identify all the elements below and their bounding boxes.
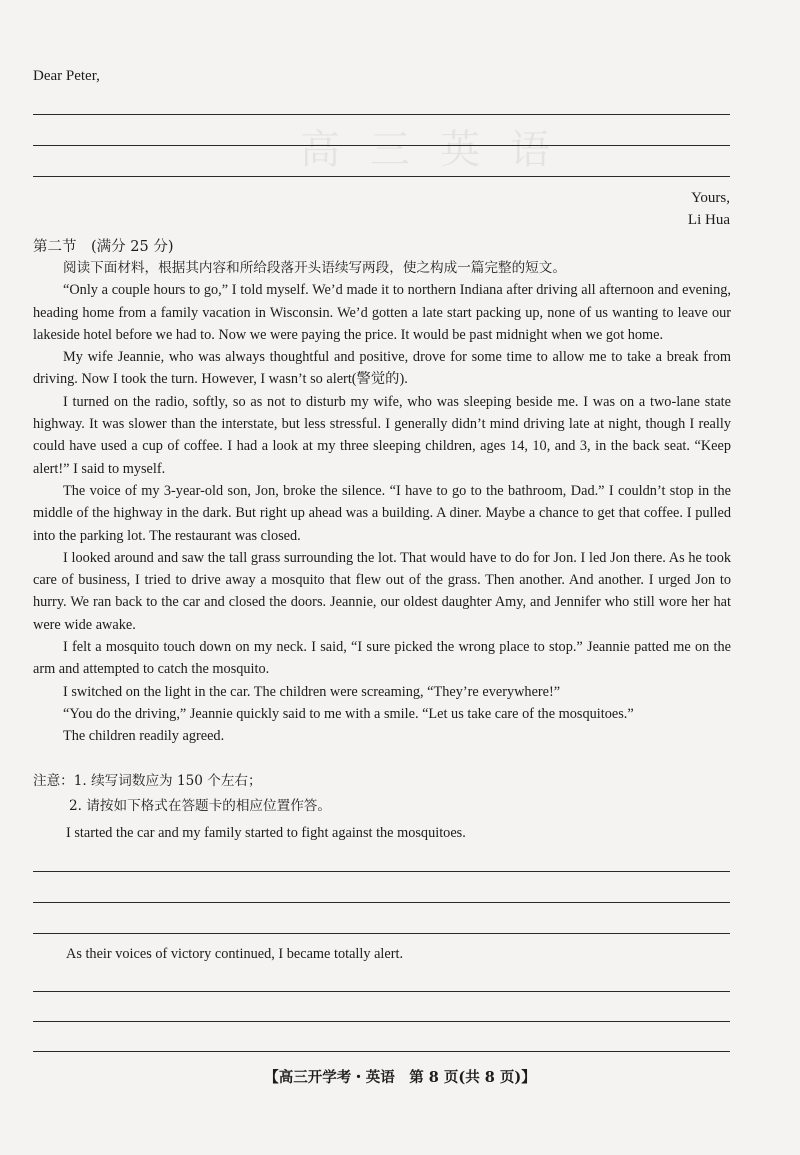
writing-line — [33, 933, 730, 934]
writing-line — [33, 114, 730, 115]
continuation-prompt-1: I started the car and my family started to fight against the mosquitoes. — [66, 825, 466, 841]
story-paragraph: I felt a mosquito touch down on my neck. I said, “I sure picked the wrong place to stop.” Jeannie patted me on the arm and attempted to catch the mosquito. — [33, 639, 731, 678]
note-word-count: 注意：1. 续写词数应为 150 个左右； — [33, 773, 262, 789]
writing-line — [33, 991, 730, 992]
letter-greeting: Dear Peter, — [33, 68, 100, 84]
letter-closing: Yours, — [691, 190, 730, 206]
writing-line — [33, 902, 730, 903]
story-paragraph: I looked around and saw the tall grass surrounding the lot. That would have to do for Jon. I led Jon there. As he took care of business, I tried to drive away a mosquito that flew out of the grass. Then another. And another. I urged Jon to hurry. We ran back to the car and closed the doors. Jeannie, our oldest daughter Amy, and Jennifer who still wore her hat were wide awake. — [33, 549, 731, 633]
story-paragraph: The voice of my 3-year-old son, Jon, broke the silence. “I have to go to the bathroom, Dad.” I couldn’t stop in the middle of the highway in the dark. But right up ahead was a building. A diner. Maybe a chance to get that coffee. I pulled into the parking lot. The restaurant was closed. — [33, 482, 731, 544]
story-paragraph: “Only a couple hours to go,” I told myself. We’d made it to northern Indiana after driving all afternoon and evening, heading home from a family vacation in Wisconsin. We’d gotten a late start packing up, none of us wanting to leave our lakeside hotel before we had to. Now we were paying the price. It would be past midnight when we got home. — [33, 282, 731, 343]
story-block — [33, 257, 731, 748]
story-paragraph: I switched on the light in the car. The children were screaming, “They’re everywhere!” — [63, 683, 561, 700]
story-paragraph: “You do the driving,” Jeannie quickly said to me with a smile. “Let us take care of the mosquitoes.” — [63, 705, 634, 722]
writing-line — [33, 145, 730, 146]
writing-line — [33, 871, 730, 872]
story-paragraph: My wife Jeannie, who was always thoughtful and positive, drove for some time to allow me to take a break from driving. Now I took the turn. However, I wasn’t so alert(警觉的). — [33, 349, 731, 388]
page-footer: 【高三开学考・英语 第 8 页(共 8 页)】 — [264, 1069, 536, 1086]
story-paragraph: I turned on the radio, softly, so as not to disturb my wife, who was sleeping beside me. I was on a two-lane state highway. It was slower than the interstate, but less stressful. I generally didn’t mind driving late at night, though I really could have used a cup of coffee. I had a look at my three sleeping children, ages 14, 10, and 3, in the back seat. “Keep alert!” I said to myself. — [33, 393, 731, 477]
letter-signature: Li Hua — [687, 212, 730, 228]
writing-line — [33, 176, 730, 177]
writing-line — [33, 1021, 730, 1022]
continuation-prompt-2: As their voices of victory continued, I became totally alert. — [66, 946, 404, 962]
story-paragraph: The children readily agreed. — [63, 728, 225, 745]
note-answer-format: 2. 请按如下格式在答题卡的相应位置作答。 — [69, 798, 331, 814]
section-title: 第二节 (满分 25 分) — [33, 239, 174, 255]
writing-line — [33, 1051, 730, 1052]
bleed-through-watermark: 高三英语 — [300, 127, 580, 173]
section-instruction: 阅读下面材料，根据其内容和所给段落开头语续写两段，使之构成一篇完整的短文。 — [63, 260, 566, 276]
